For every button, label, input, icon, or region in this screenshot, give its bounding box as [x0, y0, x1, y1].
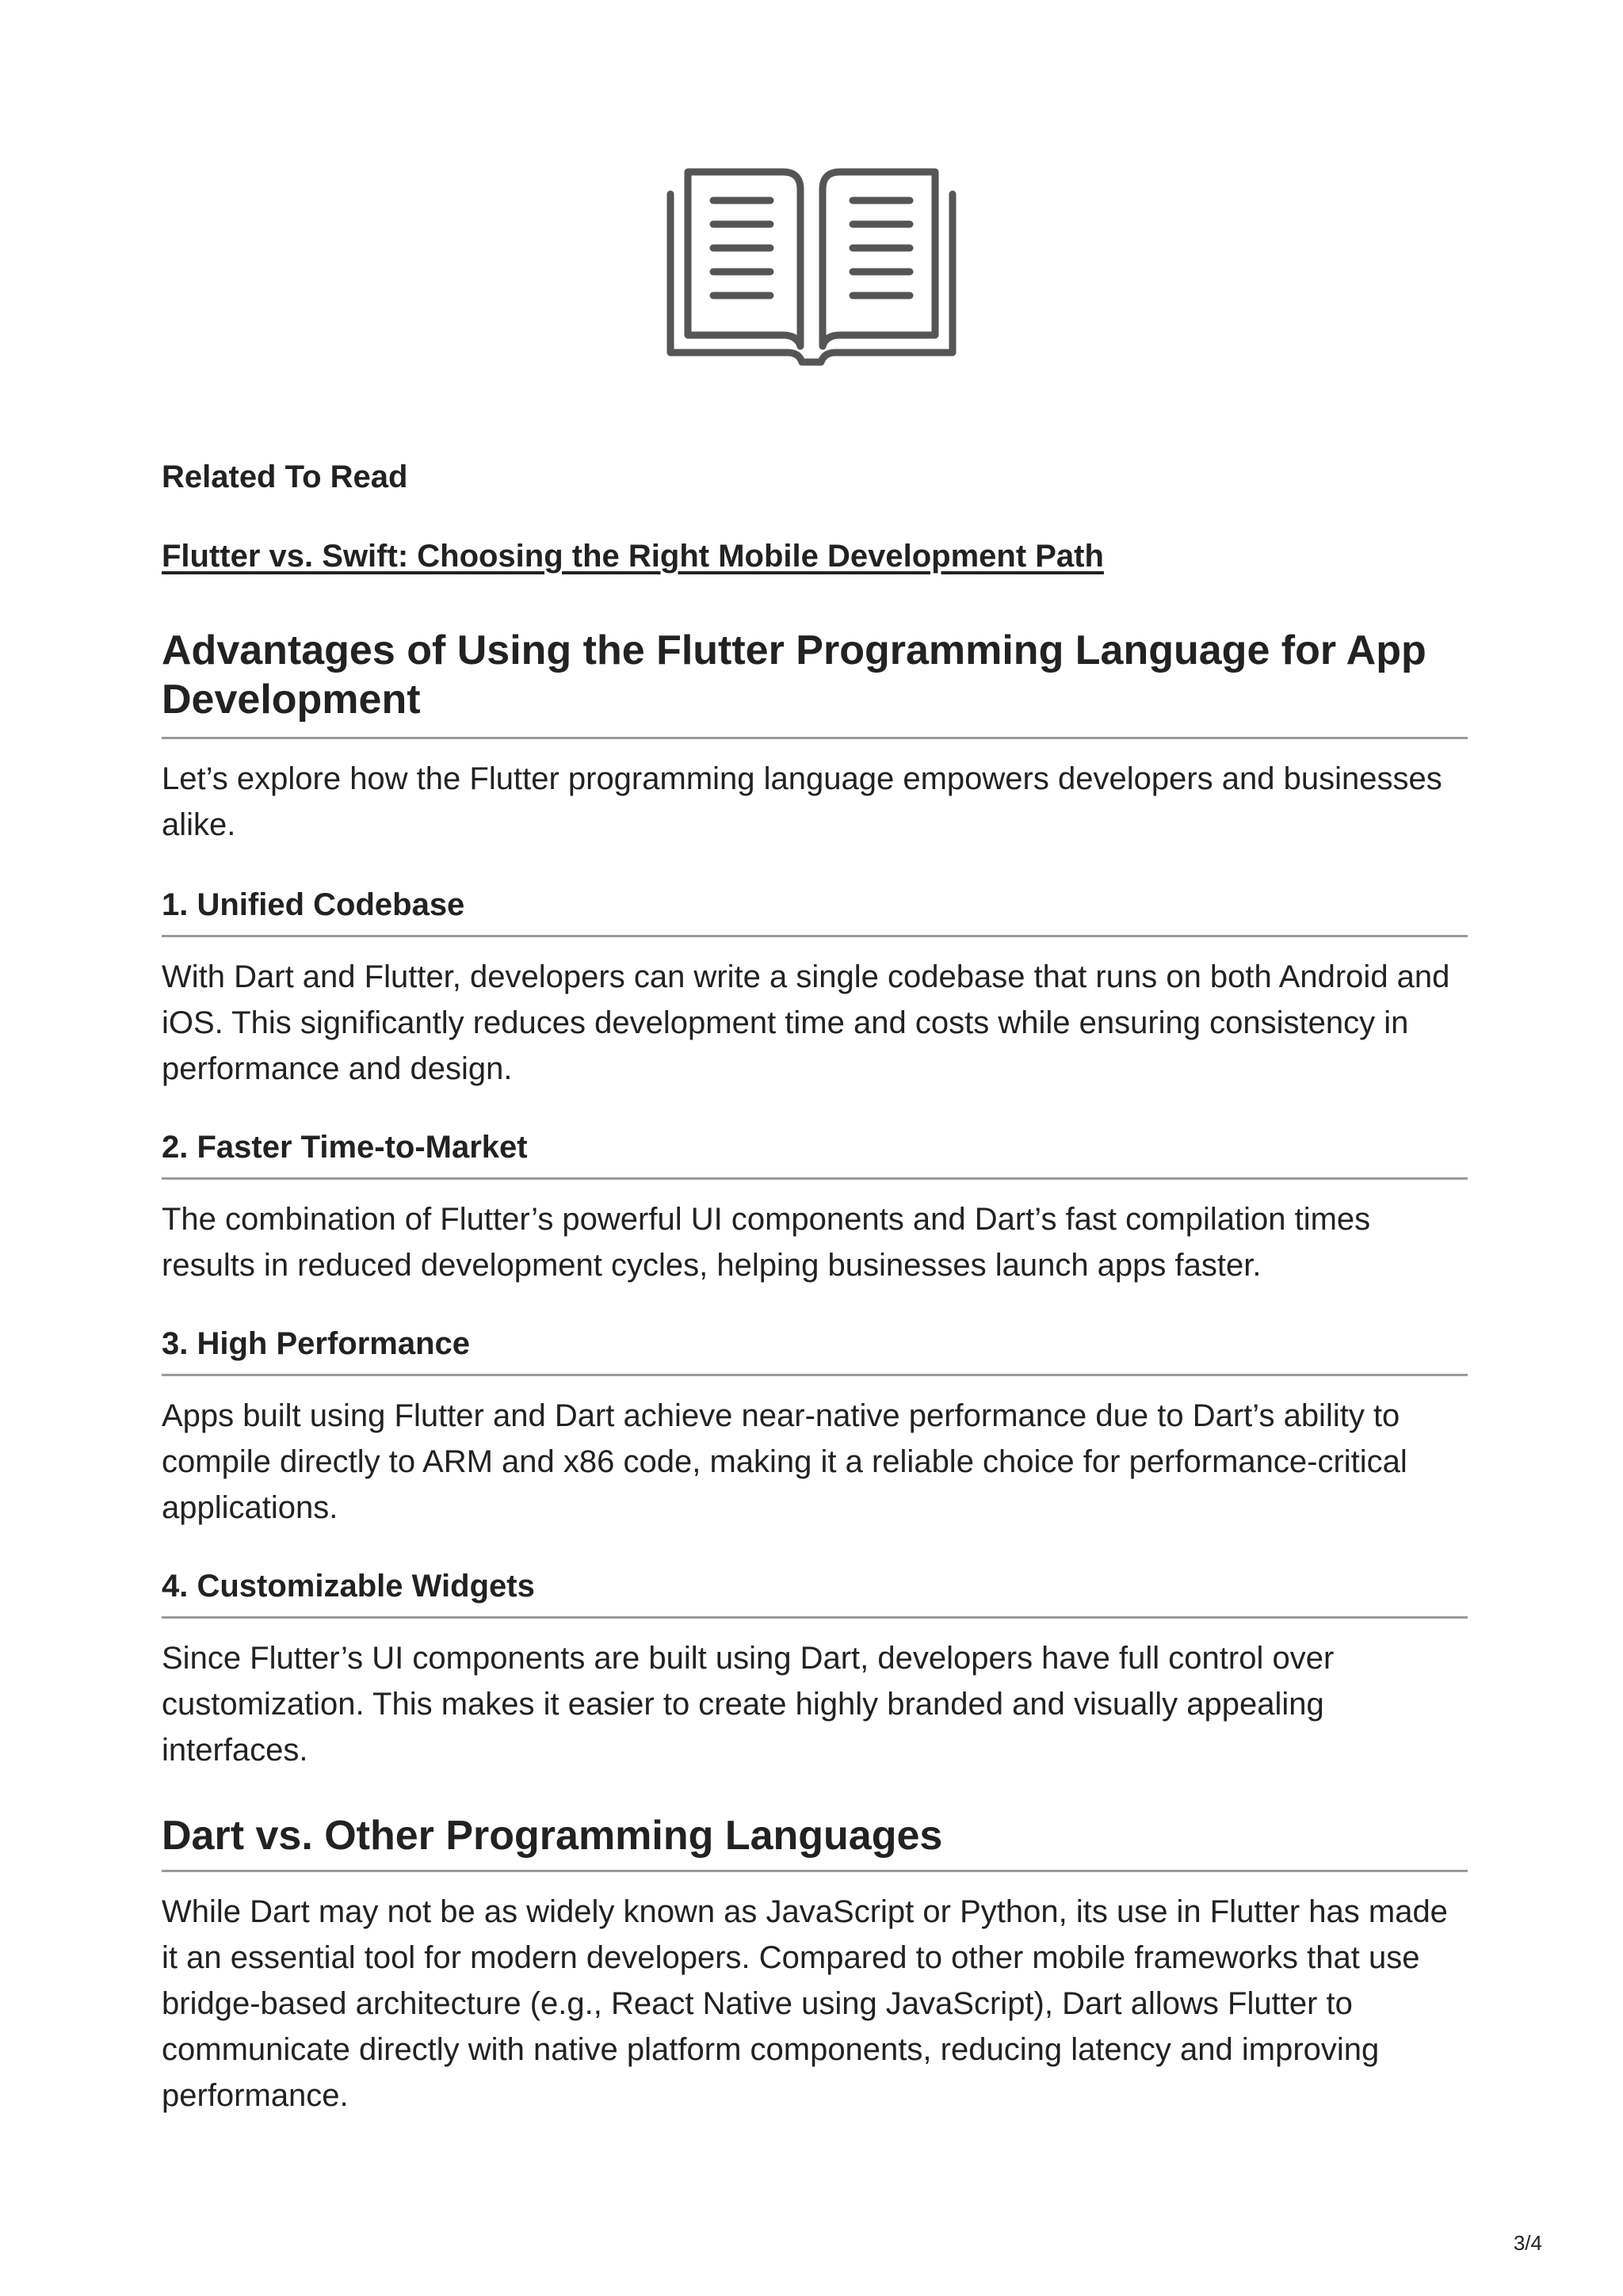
dart-comparison-body: While Dart may not be as widely known as JavaScript or Python, its use in Flutter has made it an essential tool for modern developers. Compared to other mobile frameworks that use bridge-based architecture (e.g., React Native using JavaScript), Dart allows Flutter to communicate directly with native platform components, reducing latency and improving performance.	[162, 1894, 1448, 2113]
divider	[162, 1374, 1468, 1376]
advantages-heading: Advantages of Using the Flutter Programming Language for App Development	[162, 627, 1426, 723]
item-title-1: 1. Unified Codebase	[162, 887, 465, 922]
item-title-3: 3. High Performance	[162, 1326, 471, 1361]
divider	[162, 1177, 1468, 1180]
item-body-1: With Dart and Flutter, developers can write a single codebase that runs on both Android and iOS. This significantly reduces development time and costs while ensuring consistency in performance and design.	[162, 959, 1450, 1086]
divider	[162, 737, 1468, 739]
divider	[162, 1870, 1468, 1872]
item-title-4: 4. Customizable Widgets	[162, 1569, 535, 1604]
item-body-2: The combination of Flutter’s powerful UI components and Dart’s fast compilation times results in reduced development cycles, helping businesses launch apps faster.	[162, 1202, 1371, 1283]
divider	[162, 1616, 1468, 1619]
item-body-3: Apps built using Flutter and Dart achieve near-native performance due to Dart’s ability to compile directly to ARM and x86 code, making it a reliable choice for performance-critical applications.	[162, 1398, 1407, 1525]
related-label: Related To Read	[162, 460, 408, 494]
item-title-2: 2. Faster Time-to-Market	[162, 1130, 528, 1165]
item-body-4: Since Flutter’s UI components are built using Dart, developers have full control over customization. This makes it easier to create highly branded and visually appealing interfaces.	[162, 1641, 1335, 1768]
advantages-intro: Let’s explore how the Flutter programming language empowers developers and businesses alike.	[162, 761, 1442, 842]
page-number: 3/4	[1513, 2231, 1542, 2255]
open-book-icon	[664, 162, 959, 375]
divider	[162, 935, 1468, 937]
dart-comparison-heading: Dart vs. Other Programming Languages	[162, 1813, 943, 1859]
related-article-link[interactable]: Flutter vs. Swift: Choosing the Right Mobile Development Path	[162, 539, 1104, 574]
